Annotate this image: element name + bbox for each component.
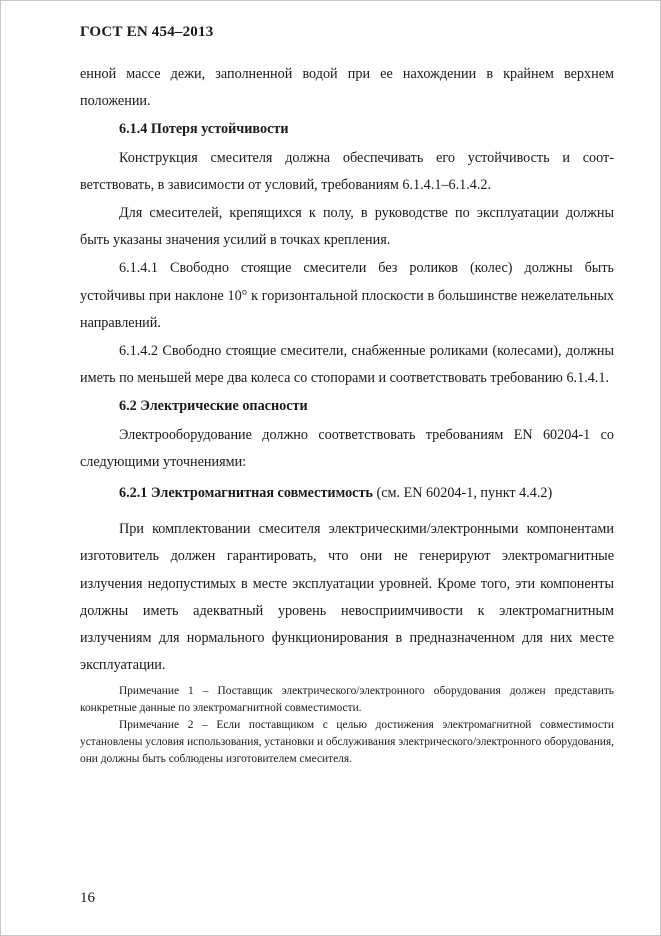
paragraph-6-1-4-2: 6.1.4.2 Свободно стоящие смесители, снабженные роликами (колесами), должны иметь по меньшей мере два колеса со стопорами и соответствовать требованию 6.1.4.1. xyxy=(80,343,614,387)
note-2: Примечание 2 – Если поставщиком с целью достижения электромагнитной совместимости установлены условия использования, установки и обслуживания электрического/электронного оборудования, они должны быть соблюдены изготовителем смесителя. xyxy=(80,719,614,766)
heading-6-1-4: 6.1.4 Потеря устойчивости xyxy=(119,121,289,138)
page-header-title: ГОСТ EN 454–2013 xyxy=(80,24,214,40)
heading-6-2-1 xyxy=(80,480,614,507)
note-1: Примечание 1 – Поставщик электрического/электронного оборудования должен представить конкретные данные по электромагнитной совместимости. xyxy=(80,685,614,715)
document-body xyxy=(80,61,614,768)
heading-6-2-1-title: 6.2.1 Электромагнитная совместимость xyxy=(119,485,373,502)
continuation-paragraph: енной массе дежи, заполненной водой при ее нахождении в крайнем верхнем положении. xyxy=(80,66,614,110)
paragraph-6-1-4-construction: Конструкция смесителя должна обеспечивать его устойчивость и соответствовать, в зависимости от условий, требованиям 6.1.4.1–6.1.4.2. xyxy=(80,149,614,193)
paragraph-6-2-1-emc: При комплектовании смесителя электрическими/электронными компонентами изготовитель должен гарантировать, что они не генерируют электромагнитные излучения недопустимых в месте эксплуатации уровней. Кроме того, эти компоненты должны иметь адекватный уровень невосприимчивости к электромагнитным излучениям для нормального функционирования в предназначенном для них месте эксплуатации. xyxy=(80,521,614,674)
heading-6-2: 6.2 Электрические опасности xyxy=(119,398,308,415)
paragraph-6-2-electrical: Электрооборудование должно соответствовать требованиям EN 60204-1 со следующими уточнениями: xyxy=(80,426,614,470)
heading-6-2-1-reference: (см. EN 60204-1, пункт 4.4.2) xyxy=(372,485,553,502)
paragraph-6-1-4-floor-mounted: Для смесителей, крепящихся к полу, в руководстве по эксплуатации должны быть указаны значения усилий в точках крепления. xyxy=(80,205,614,249)
paragraph-6-1-4-1: 6.1.4.1 Свободно стоящие смесители без роликов (колес) должны быть устойчивы при наклоне 10° к горизонтальной плоскости в большинстве нежелательных направлений. xyxy=(80,260,614,331)
page-number: 16 xyxy=(80,890,95,906)
